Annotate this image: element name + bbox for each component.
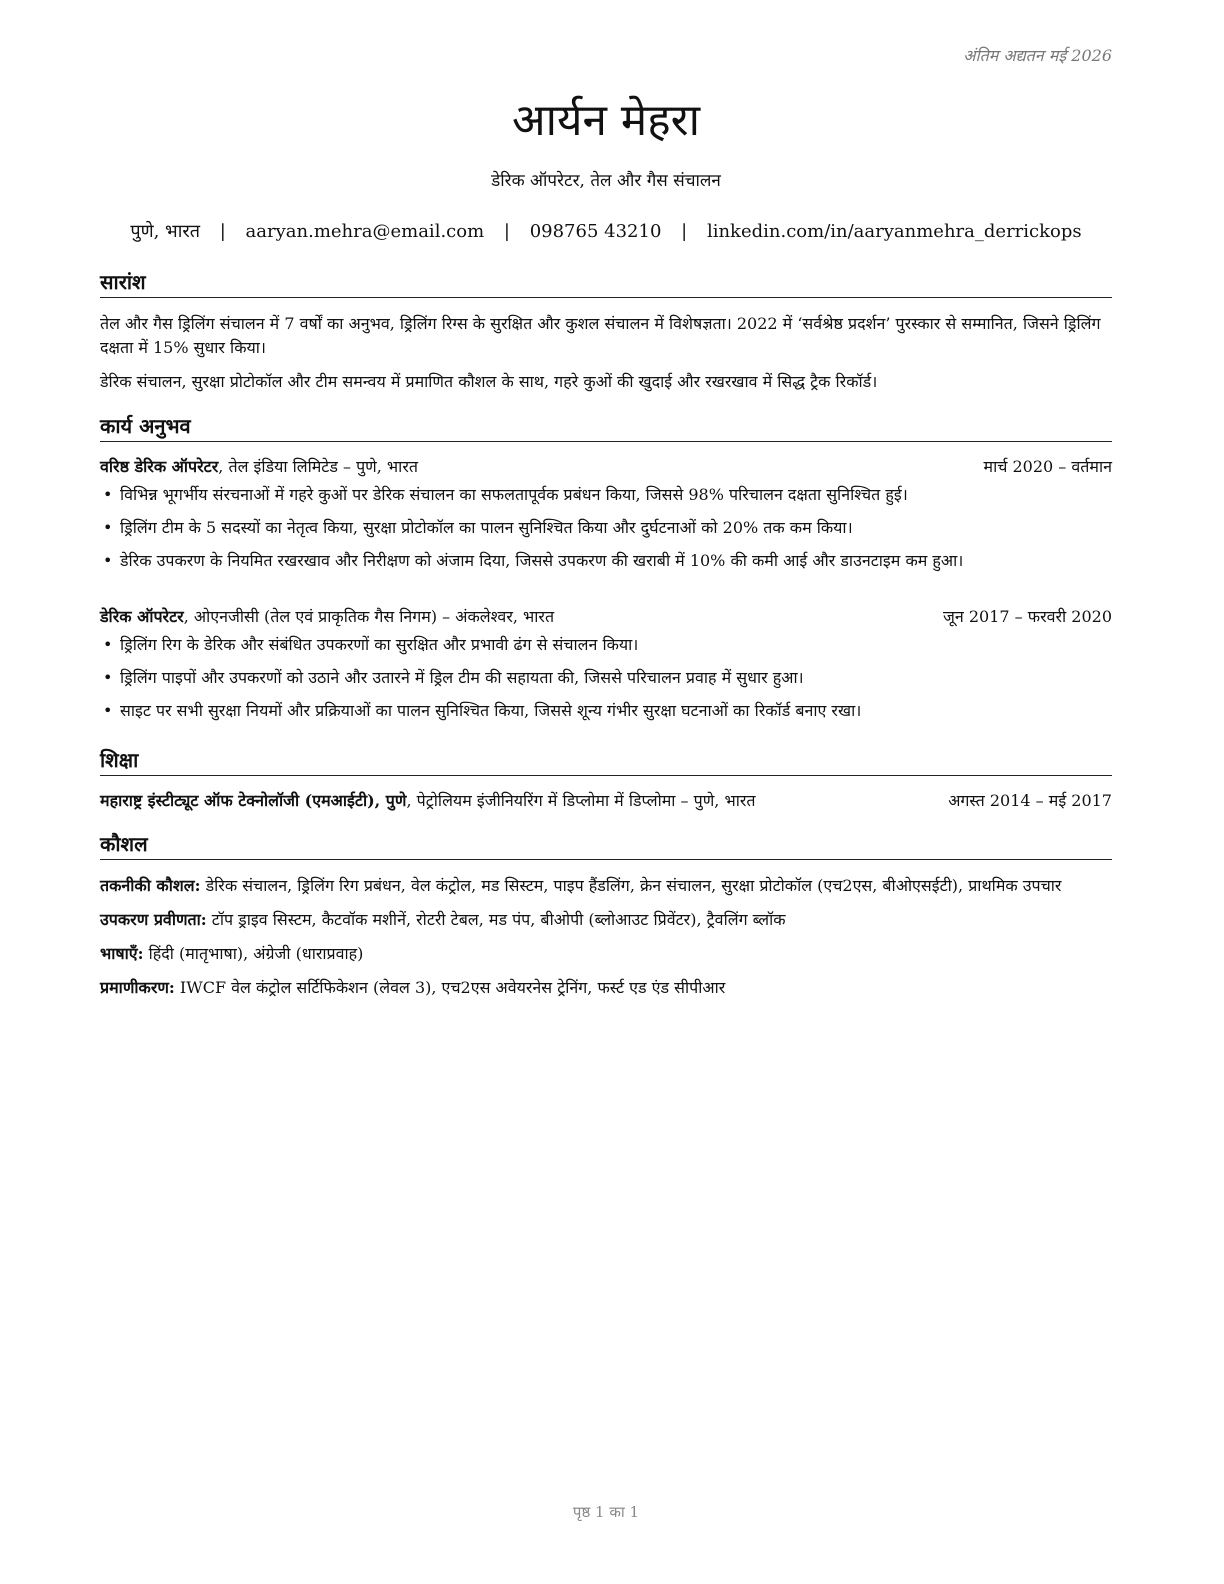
- skill-value: डेरिक संचालन, ड्रिलिंग रिग प्रबंधन, वेल कंट्रोल, मड सिस्टम, पाइप हैंडलिंग, क्रेन संचालन, सुरक्षा प्रोटोकॉल (एच2एस, बीओएसईटी), प्राथमिक उपचार: [200, 876, 1062, 895]
- skill-value: IWCF वेल कंट्रोल सर्टिफिकेशन (लेवल 3), एच2एस अवेयरनेस ट्रेनिंग, फर्स्ट एड एंड सीपीआर: [174, 978, 726, 997]
- section-title-experience: कार्य अनुभव: [100, 412, 1112, 442]
- skill-label: तकनीकी कौशल:: [100, 876, 201, 895]
- education-section: [100, 789, 1112, 813]
- education-dates: अगस्त 2014 – मई 2017: [948, 791, 1112, 810]
- page-number: पृष्ठ 1 का 1: [572, 1503, 640, 1521]
- list-item: • ड्रिलिंग पाइपों और उपकरणों को उठाने और उतारने में ड्रिल टीम की सहायता की, जिससे परिचालन प्रवाह में सुधार हुआ।: [100, 666, 1112, 690]
- education-detail: , पेट्रोलियम इंजीनियरिंग में डिप्लोमा में डिप्लोमा – पुणे, भारत: [406, 791, 756, 810]
- contact-line: [100, 219, 1112, 243]
- skill-label: उपकरण प्रवीणता:: [100, 910, 207, 929]
- education-institution: महाराष्ट्र इंस्टीट्यूट ऑफ टेक्नोलॉजी (एमआईटी), पुणे: [100, 791, 407, 810]
- education-line: [100, 789, 756, 813]
- job-position: डेरिक ऑपरेटर: [100, 607, 184, 626]
- skill-value: हिंदी (मातृभाषा), अंग्रेजी (धाराप्रवाह): [143, 944, 364, 963]
- candidate-role: डेरिक ऑपरेटर, तेल और गैस संचालन: [491, 171, 721, 191]
- job-position: वरिष्ठ डेरिक ऑपरेटर: [100, 457, 219, 476]
- resume-page: [100, 0, 1112, 1584]
- skill-line-certifications: [100, 976, 1112, 1000]
- skill-label: प्रमाणीकरण:: [100, 978, 175, 997]
- contact-linkedin[interactable]: linkedin.com/in/aaryanmehra_derrickops: [706, 221, 1082, 242]
- education-entry: [100, 789, 1112, 813]
- skill-value: टॉप ड्राइव सिस्टम, कैटवॉक मशीनें, रोटरी टेबल, मड पंप, बीओपी (ब्लोआउट प्रिवेंटर), ट्रैवलिंग ब्लॉक: [206, 910, 786, 929]
- summary-paragraph: डेरिक संचालन, सुरक्षा प्रोटोकॉल और टीम समन्वय में प्रमाणित कौशल के साथ, गहरे कुओं की खुदाई और रखरखाव में सिद्ध ट्रैक रिकॉर्ड।: [100, 372, 878, 391]
- list-item: • विभिन्न भूगर्भीय संरचनाओं में गहरे कुओं पर डेरिक संचालन का सफलतापूर्वक प्रबंधन किया, जिससे 98% परिचालन दक्षता सुनिश्चित हुई।: [100, 483, 1112, 507]
- candidate-name: आर्यन मेहरा: [512, 95, 700, 146]
- section-title-education: शिक्षा: [100, 746, 1112, 776]
- job-header: [100, 455, 1112, 479]
- list-item: • ड्रिलिंग रिग के डेरिक और संबंधित उपकरणों का सुरक्षित और प्रभावी ढंग से संचालन किया।: [100, 633, 1112, 657]
- contact-location: पुणे, भारत: [130, 221, 200, 242]
- job-organization: , तेल इंडिया लिमिटेड – पुणे, भारत: [218, 457, 418, 476]
- job-dates: मार्च 2020 – वर्तमान: [983, 457, 1112, 476]
- job-entry: [100, 605, 1112, 732]
- last-updated: अंतिम अद्यतन मई 2026: [963, 46, 1112, 65]
- contact-phone: 098765 43210: [529, 221, 662, 242]
- list-item: • साइट पर सभी सुरक्षा नियमों और प्रक्रियाओं का पालन सुनिश्चित किया, जिससे शून्य गंभीर सुरक्षा घटनाओं का रिकॉर्ड बनाए रखा।: [100, 699, 1112, 723]
- summary-paragraph: तेल और गैस ड्रिलिंग संचालन में 7 वर्षों का अनुभव, ड्रिलिंग रिग्स के सुरक्षित और कुशल संचालन में विशेषज्ञता। 2022 में ‘सर्वश्रेष्ठ प्रदर्शन’ पुरस्कार से सम्मानित, जिसने ड्रिलिंग दक्षता में 15% सुधार किया।: [100, 314, 1101, 357]
- section-title-skills: कौशल: [100, 830, 1112, 860]
- skills-section: [100, 874, 1112, 1010]
- contact-separator: |: [219, 221, 226, 242]
- list-item: • ड्रिलिंग टीम के 5 सदस्यों का नेतृत्व किया, सुरक्षा प्रोटोकॉल का पालन सुनिश्चित किया और दुर्घटनाओं को 20% तक कम किया।: [100, 516, 1112, 540]
- contact-separator: |: [503, 221, 510, 242]
- job-header: [100, 605, 1112, 629]
- section-title-summary: सारांश: [100, 268, 1112, 298]
- summary-section: [100, 312, 1112, 404]
- list-item: • डेरिक उपकरण के नियमित रखरखाव और निरीक्षण को अंजाम दिया, जिससे उपकरण की खराबी में 10% की कमी आई और डाउनटाइम कम हुआ।: [100, 549, 1112, 573]
- skill-line-languages: [100, 942, 1112, 966]
- job-title-line: [100, 605, 554, 629]
- skill-line-equipment: [100, 908, 1112, 932]
- job-entry: [100, 455, 1112, 582]
- skill-line-technical: [100, 874, 1112, 898]
- job-dates: जून 2017 – फरवरी 2020: [943, 607, 1112, 626]
- job-bullets: [100, 483, 1112, 573]
- contact-email[interactable]: aaryan.mehra@email.com: [245, 221, 485, 242]
- job-bullets: [100, 633, 1112, 723]
- contact-separator: |: [681, 221, 688, 242]
- job-title-line: [100, 455, 418, 479]
- job-organization: , ओएनजीसी (तेल एवं प्राकृतिक गैस निगम) – अंकलेश्वर, भारत: [183, 607, 555, 626]
- skill-label: भाषाएँ:: [100, 944, 144, 963]
